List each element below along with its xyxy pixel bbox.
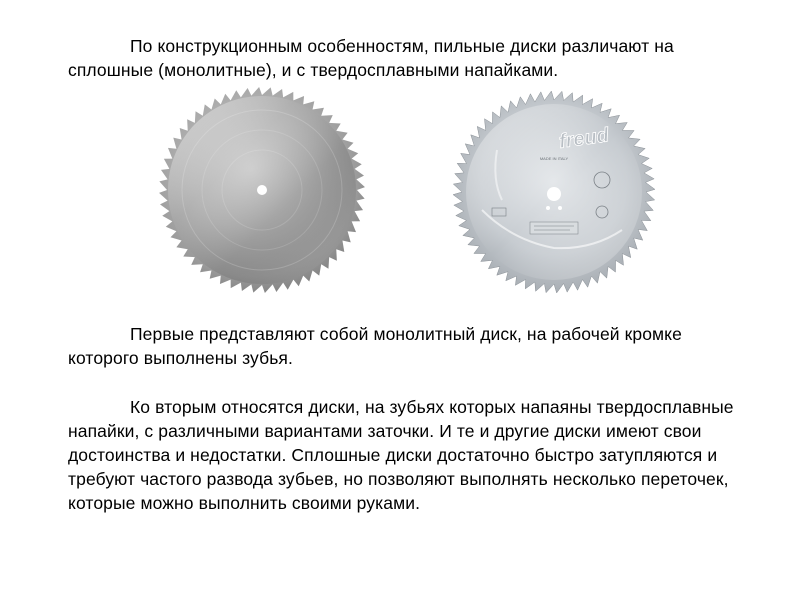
carbide-disc-paragraph: Ко вторым относятся диски, на зубьях которых напаяны твердосплавные напайки, с различными вариантами заточки. И те и другие диски имеют свои достоинства и недостатки. Сплошные диски достаточно быстро затупляются и требуют частого развода зубьев, но позволяют выполнять несколько переточек, которые можно выполнить своими руками. [68,397,734,513]
arbor-hole [547,187,561,201]
brand-logo: freud [557,124,611,153]
made-in-label: MADE IN ITALY [539,156,569,161]
arbor-hole [257,185,267,195]
carbide-saw-blade-image [452,90,656,294]
solid-saw-blade-image [158,86,366,294]
intro-paragraph: По конструкционным особенностям, пильные диски различают на сплошные (монолитные), и с твердосплавными напайками. [68,36,674,80]
solid-disc-paragraph: Первые представляют собой монолитный диск, на рабочей кромке которого выполнены зубья. [68,324,682,368]
